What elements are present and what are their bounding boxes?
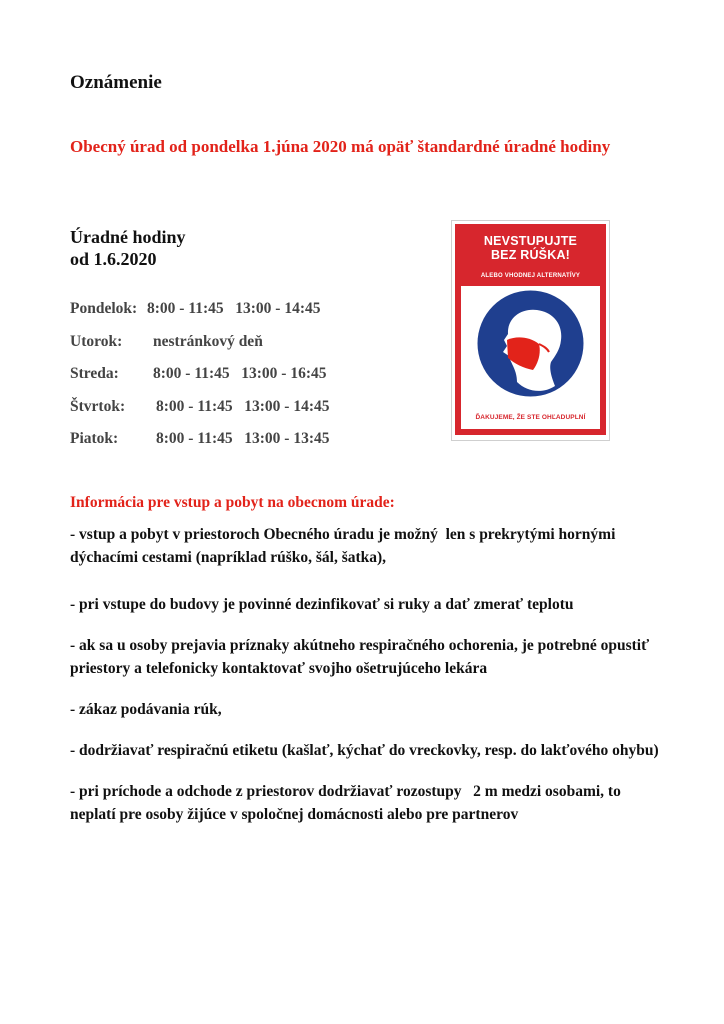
hours-heading-line2: od 1.6.2020	[70, 249, 157, 269]
info-heading: Informácia pre vstup a pobyt na obecnom úrade:	[70, 494, 395, 511]
hours-day: Utorok:	[70, 332, 123, 350]
mask-required-sign	[451, 220, 610, 441]
rule-item: - ak sa u osoby prejavia príznaky akútneho respiračného ochorenia, je potrebné opustiť priestory a telefonicky kontaktovať svojho ošetrujúceho lekára	[70, 637, 654, 677]
rule-item: - dodržiavať respiračnú etiketu (kašlať, kýchať do vreckovky, resp. do lakťového ohybu)	[70, 742, 659, 759]
mask-face-icon	[477, 290, 584, 397]
hours-value: 8:00 - 11:45 13:00 - 16:45	[153, 365, 327, 382]
hours-value: 8:00 - 11:45 13:00 - 14:45	[147, 300, 321, 317]
sign-footer: ĎAKUJEME, ŽE STE OHĽADUPLNÍ	[475, 414, 586, 421]
hours-value: 8:00 - 11:45 13:00 - 13:45	[156, 430, 330, 447]
rule-item: - pri príchode a odchode z priestorov dodržiavať rozostupy 2 m medzi osobami, to neplatí pre osoby žijúce v spoločnej domácnosti alebo pre partnerov	[70, 783, 625, 823]
rules-list	[70, 523, 670, 826]
rule-item: - zákaz podávania rúk,	[70, 701, 222, 718]
sign-heading-line2: BEZ RÚŠKA!	[490, 248, 571, 262]
sign-white-panel	[461, 286, 600, 429]
rule-item: - pri vstupe do budovy je povinné dezinfikovať si ruky a dať zmerať teplotu	[70, 596, 574, 613]
sign-subheading: ALEBO VHODNEJ ALTERNATÍVY	[480, 273, 581, 279]
hours-value: 8:00 - 11:45 13:00 - 14:45	[156, 397, 330, 415]
hours-day: Piatok:	[70, 430, 119, 447]
hours-heading-line1: Úradné hodiny	[70, 227, 186, 247]
hours-value: nestránkový deň	[153, 332, 263, 350]
hours-heading	[70, 226, 186, 270]
page-title: Oznámenie	[70, 72, 162, 93]
hours-day: Štvrtok:	[70, 397, 126, 415]
sign-heading	[455, 234, 606, 262]
hours-day: Pondelok:	[70, 300, 138, 317]
rule-item: - vstup a pobyt v priestoroch Obecného úradu je možný len s prekrytými hornými dýchacími cestami (napríklad rúško, šál, šatka),	[70, 526, 620, 566]
hours-day: Streda:	[70, 365, 119, 382]
headline: Obecný úrad od pondelka 1.júna 2020 má opäť štandardné úradné hodiny	[70, 137, 611, 156]
sign-red-panel	[455, 224, 606, 435]
sign-heading-line1: NEVSTUPUJTE	[483, 234, 578, 248]
